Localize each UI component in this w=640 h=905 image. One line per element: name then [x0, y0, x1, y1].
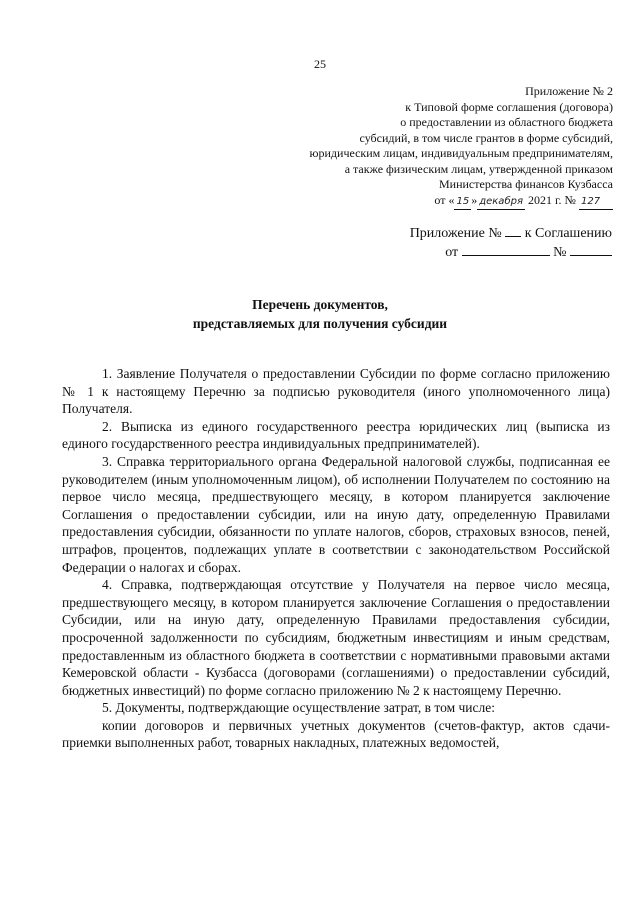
agreement-date-prefix: от	[445, 245, 462, 260]
page-number: 25	[314, 57, 326, 71]
date-prefix: от «	[434, 192, 455, 207]
paragraph-2: 2. Выписка из единого государственного реестра юридических лиц (выписка из единого государственного реестра индивидуальных предпринимателей).	[62, 418, 610, 452]
appendix-line: субсидий, в том числе грантов в форме субсидий,	[359, 130, 613, 145]
appendix-line: Министерства финансов Кузбасса	[439, 177, 613, 191]
appendix-line: к Типовой форме соглашения (договора)	[405, 99, 613, 114]
date-mid: »	[471, 192, 478, 207]
agreement-number-blank	[570, 254, 612, 256]
agreement-reference	[252, 224, 612, 262]
agreement-number-label: №	[549, 245, 570, 260]
agreement-prefix: Приложение №	[409, 226, 506, 241]
paragraph-6: копии договоров и первичных учетных документов (счетов-фактур, актов сдачи-приемки выполненных работ, товарных накладных, платежных ведомостей,	[62, 717, 610, 751]
paragraph-4: 4. Справка, подтверждающая отсутствие у Получателя на первое число месяца, предшествующего месяцу, в котором планируется заключение Соглашения о предоставлении Субсидии, или на иную дату, определенную Правилами предоставления субсидии, просроченной задолженности по субсидиям, бюджетным инвестициям и иным средствам, предоставленным из областного бюджета в соответствии с нормативными правовыми актами Кемеровской области - Кузбасса (договорами (соглашениями) о предоставлении субсидий, бюджетных инвестиций) по форме согласно приложению № 2 к настоящему Перечню.	[62, 577, 610, 698]
order-number-handwritten: 127	[579, 194, 613, 211]
date-month-handwritten: декабря	[477, 194, 525, 211]
document-title	[0, 295, 640, 333]
agreement-line-2	[252, 243, 612, 262]
appendix-line: о предоставлении из областного бюджета	[400, 115, 613, 129]
appendix-line: а также физическим лицам, утвержденной приказом	[344, 161, 613, 176]
title-line-2: представляемых для получения субсидии	[192, 316, 448, 331]
title-line-1: Перечень документов,	[252, 297, 388, 312]
agreement-date-blank	[462, 254, 550, 256]
paragraph-1: 1. Заявление Получателя о предоставлении Субсидии по форме согласно приложению № 1 к настоящему Перечню за подписью руководителя (иного уполномоченного лица) Получателя.	[62, 366, 610, 417]
appendix-date-line	[213, 193, 613, 211]
appendix-header	[213, 84, 613, 210]
document-body	[62, 365, 610, 752]
date-day-handwritten: 15	[454, 194, 471, 211]
appendix-line: Приложение № 2	[525, 84, 613, 98]
appendix-number-blank	[505, 235, 521, 237]
paragraph-3: 3. Справка территориального органа Федеральной налоговой службы, подписанная ее руководителем (иным уполномоченным лицом), об исполнении Получателем по состоянию на первое число месяца, предшествующего месяцу, в котором планируется заключение Соглашения о предоставлении субсидии, или на иную дату, определенную Правилами предоставления субсидии, обязанности по уплате налогов, сборов, страховых взносов, пеней, штрафов, процентов, подлежащих уплате в соответствии с законодательством Российской Федерации о налогах и сборах.	[62, 453, 610, 575]
appendix-line: юридическим лицам, индивидуальным предпринимателям,	[309, 146, 613, 160]
agreement-suffix: к Соглашению	[521, 226, 612, 241]
agreement-line-1	[252, 224, 612, 243]
date-year: 2021 г. №	[524, 192, 579, 207]
paragraph-5: 5. Документы, подтверждающие осуществление затрат, в том числе:	[102, 700, 495, 716]
